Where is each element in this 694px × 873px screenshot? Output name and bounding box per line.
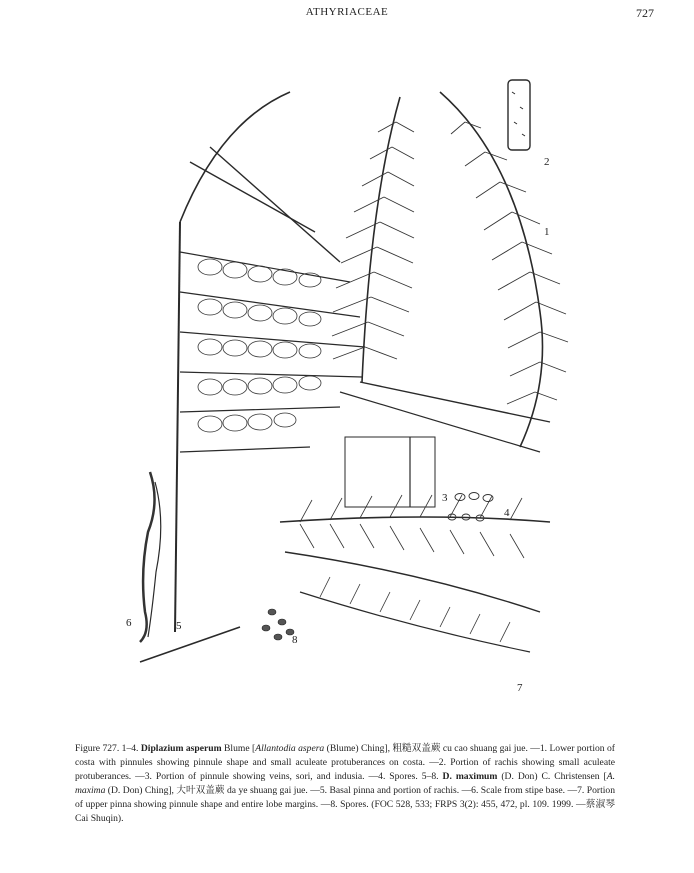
fig-label-3: 3 [442,492,448,504]
synonym-1: Allantodia aspera [255,743,325,754]
caption-body-1: (Blume) Ching], 粗糙双盖蕨 cu cao shuang gai jue. —1. Lower portion of costa with pinnules showing pinnule shape and small aculeate protuberances on costa. —2. Portion of rachis showing small aculeate protuberances. —3. Portion of pinnule showing veins, sori, and indusia. —4. Spores. 5–8. [75,743,615,782]
fern-drawing [100,52,580,702]
figure-caption [75,742,615,826]
running-title: ATHYRIACEAE [305,6,389,18]
caption-prefix: Figure 727. 1–4. [75,743,141,754]
page-number: 727 [636,6,654,20]
species-name-1: Diplazium asperum [140,743,222,754]
botanical-illustration [100,52,580,702]
fig-label-8: 8 [292,634,298,646]
fig-label-2: 2 [544,156,550,168]
synonym-2: A. maxima [75,771,615,796]
fig-label-4: 4 [504,507,510,519]
fig-label-5: 5 [176,620,182,632]
fig-label-6: 6 [126,617,132,629]
species-name-2: D. maximum [442,771,498,782]
caption-body-2: (D. Don) Ching], 大叶双盖蕨 da ye shuang gai jue. —5. Basal pinna and portion of rachis. —6. Scale from stipe base. —7. Portion of upper pinna showing pinnule shape and entire lobe margins. —8. Spores. (FOC 528, 533; FRPS 3(2): 455, 472, pl. 109. 1999. —蔡淑琴 Cai Shuqin). [75,785,615,824]
fig-label-7: 7 [517,682,523,694]
species-author-1: Blume [ [221,743,256,754]
running-head [0,6,694,22]
fig-label-1: 1 [544,226,550,238]
species-author-2: (D. Don) C. Christensen [ [497,771,607,782]
